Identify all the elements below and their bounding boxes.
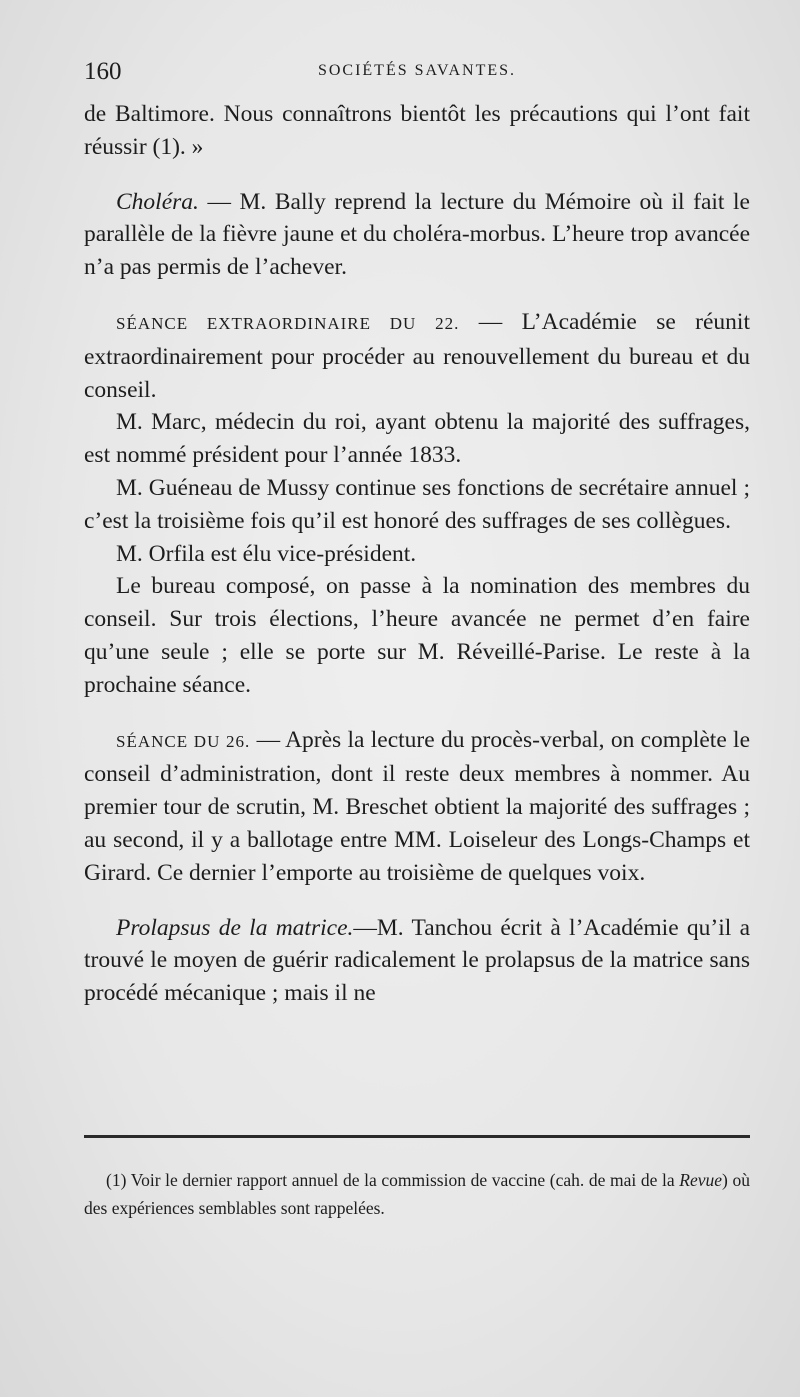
page-header <box>84 58 750 92</box>
paragraph-marc <box>84 406 750 472</box>
paragraph-orfila <box>84 538 750 571</box>
footnote-rule <box>84 1135 750 1138</box>
paragraph-text: M. Marc, médecin du roi, ayant obtenu la majorité des suffrages, est nommé président pour l’année 1833. <box>84 409 750 469</box>
body-text <box>84 98 750 1010</box>
section-lead-seance-26: SÉANCE DU 26. <box>116 731 251 751</box>
paragraph-seance-22 <box>84 306 750 406</box>
section-lead-cholera: Choléra. <box>116 188 199 215</box>
paragraph-text: — Après la lecture du procès-verbal, on complète le conseil d’administration, dont il reste deux membres à nommer. Au premier tour de scrutin, M. Breschet obtient la majorité des suffrages ; au second, il y a ballotage entre MM. Loiseleur des Longs-Champs et Girard. Ce dernier l’emporte au troisième de quelques voix. <box>84 726 751 886</box>
paragraph-text: M. Orfila est élu vice-président. <box>116 540 417 567</box>
paragraph-text: — M. Bally reprend la lecture du Mémoire où il fait le parallèle de la fièvre jaune et du choléra-morbus. L’heure trop avancée n’a pas permis de l’achever. <box>84 188 750 281</box>
footnote-italic: Revue <box>679 1170 723 1190</box>
paragraph-cholera <box>84 186 750 284</box>
paragraph-gueneau <box>84 472 750 538</box>
footnote <box>84 1166 750 1222</box>
paragraph-prolapsus <box>84 912 750 1010</box>
footnote-text-end: ) où des expériences semblables sont rappelées. <box>84 1170 750 1218</box>
paragraph-text: —M. Tanchou écrit à l’Académie qu’il a trouvé le moyen de guérir radicalement le prolapsus de la matrice sans procédé mécanique ; mais il ne <box>84 914 750 1007</box>
running-title: SOCIÉTÉS SAVANTES. <box>317 62 517 79</box>
paragraph-text: — L’Académie se réunit extraordinairement pour procéder au renouvellement du bureau et du conseil. <box>84 308 750 403</box>
section-lead-prolapsus: Prolapsus de la matrice. <box>116 914 354 941</box>
paragraph-bureau <box>84 570 750 701</box>
paragraph-text: de Baltimore. Nous connaîtrons bientôt les précautions qui l’ont fait réussir (1). » <box>84 101 750 160</box>
paragraph-text: M. Guéneau de Mussy continue ses fonctions de secrétaire annuel ; c’est la troisième fois qu’il est honoré des suffrages de ses collègues. <box>84 474 750 534</box>
paragraph-text: Le bureau composé, on passe à la nomination des membres du conseil. Sur trois élections, l’heure avancée ne permet d’en faire qu’une seule ; elle se porte sur M. Réveillé-Parise. Le reste à la prochaine séance. <box>84 573 750 698</box>
paragraph-baltimore <box>84 98 750 164</box>
section-lead-seance-22: SÉANCE EXTRAORDINAIRE DU 22. <box>116 313 460 333</box>
paragraph-seance-26 <box>84 724 750 890</box>
page-number: 160 <box>84 58 122 85</box>
footnote-text: (1) Voir le dernier rapport annuel de la commission de vaccine (cah. de mai de la <box>106 1170 680 1190</box>
